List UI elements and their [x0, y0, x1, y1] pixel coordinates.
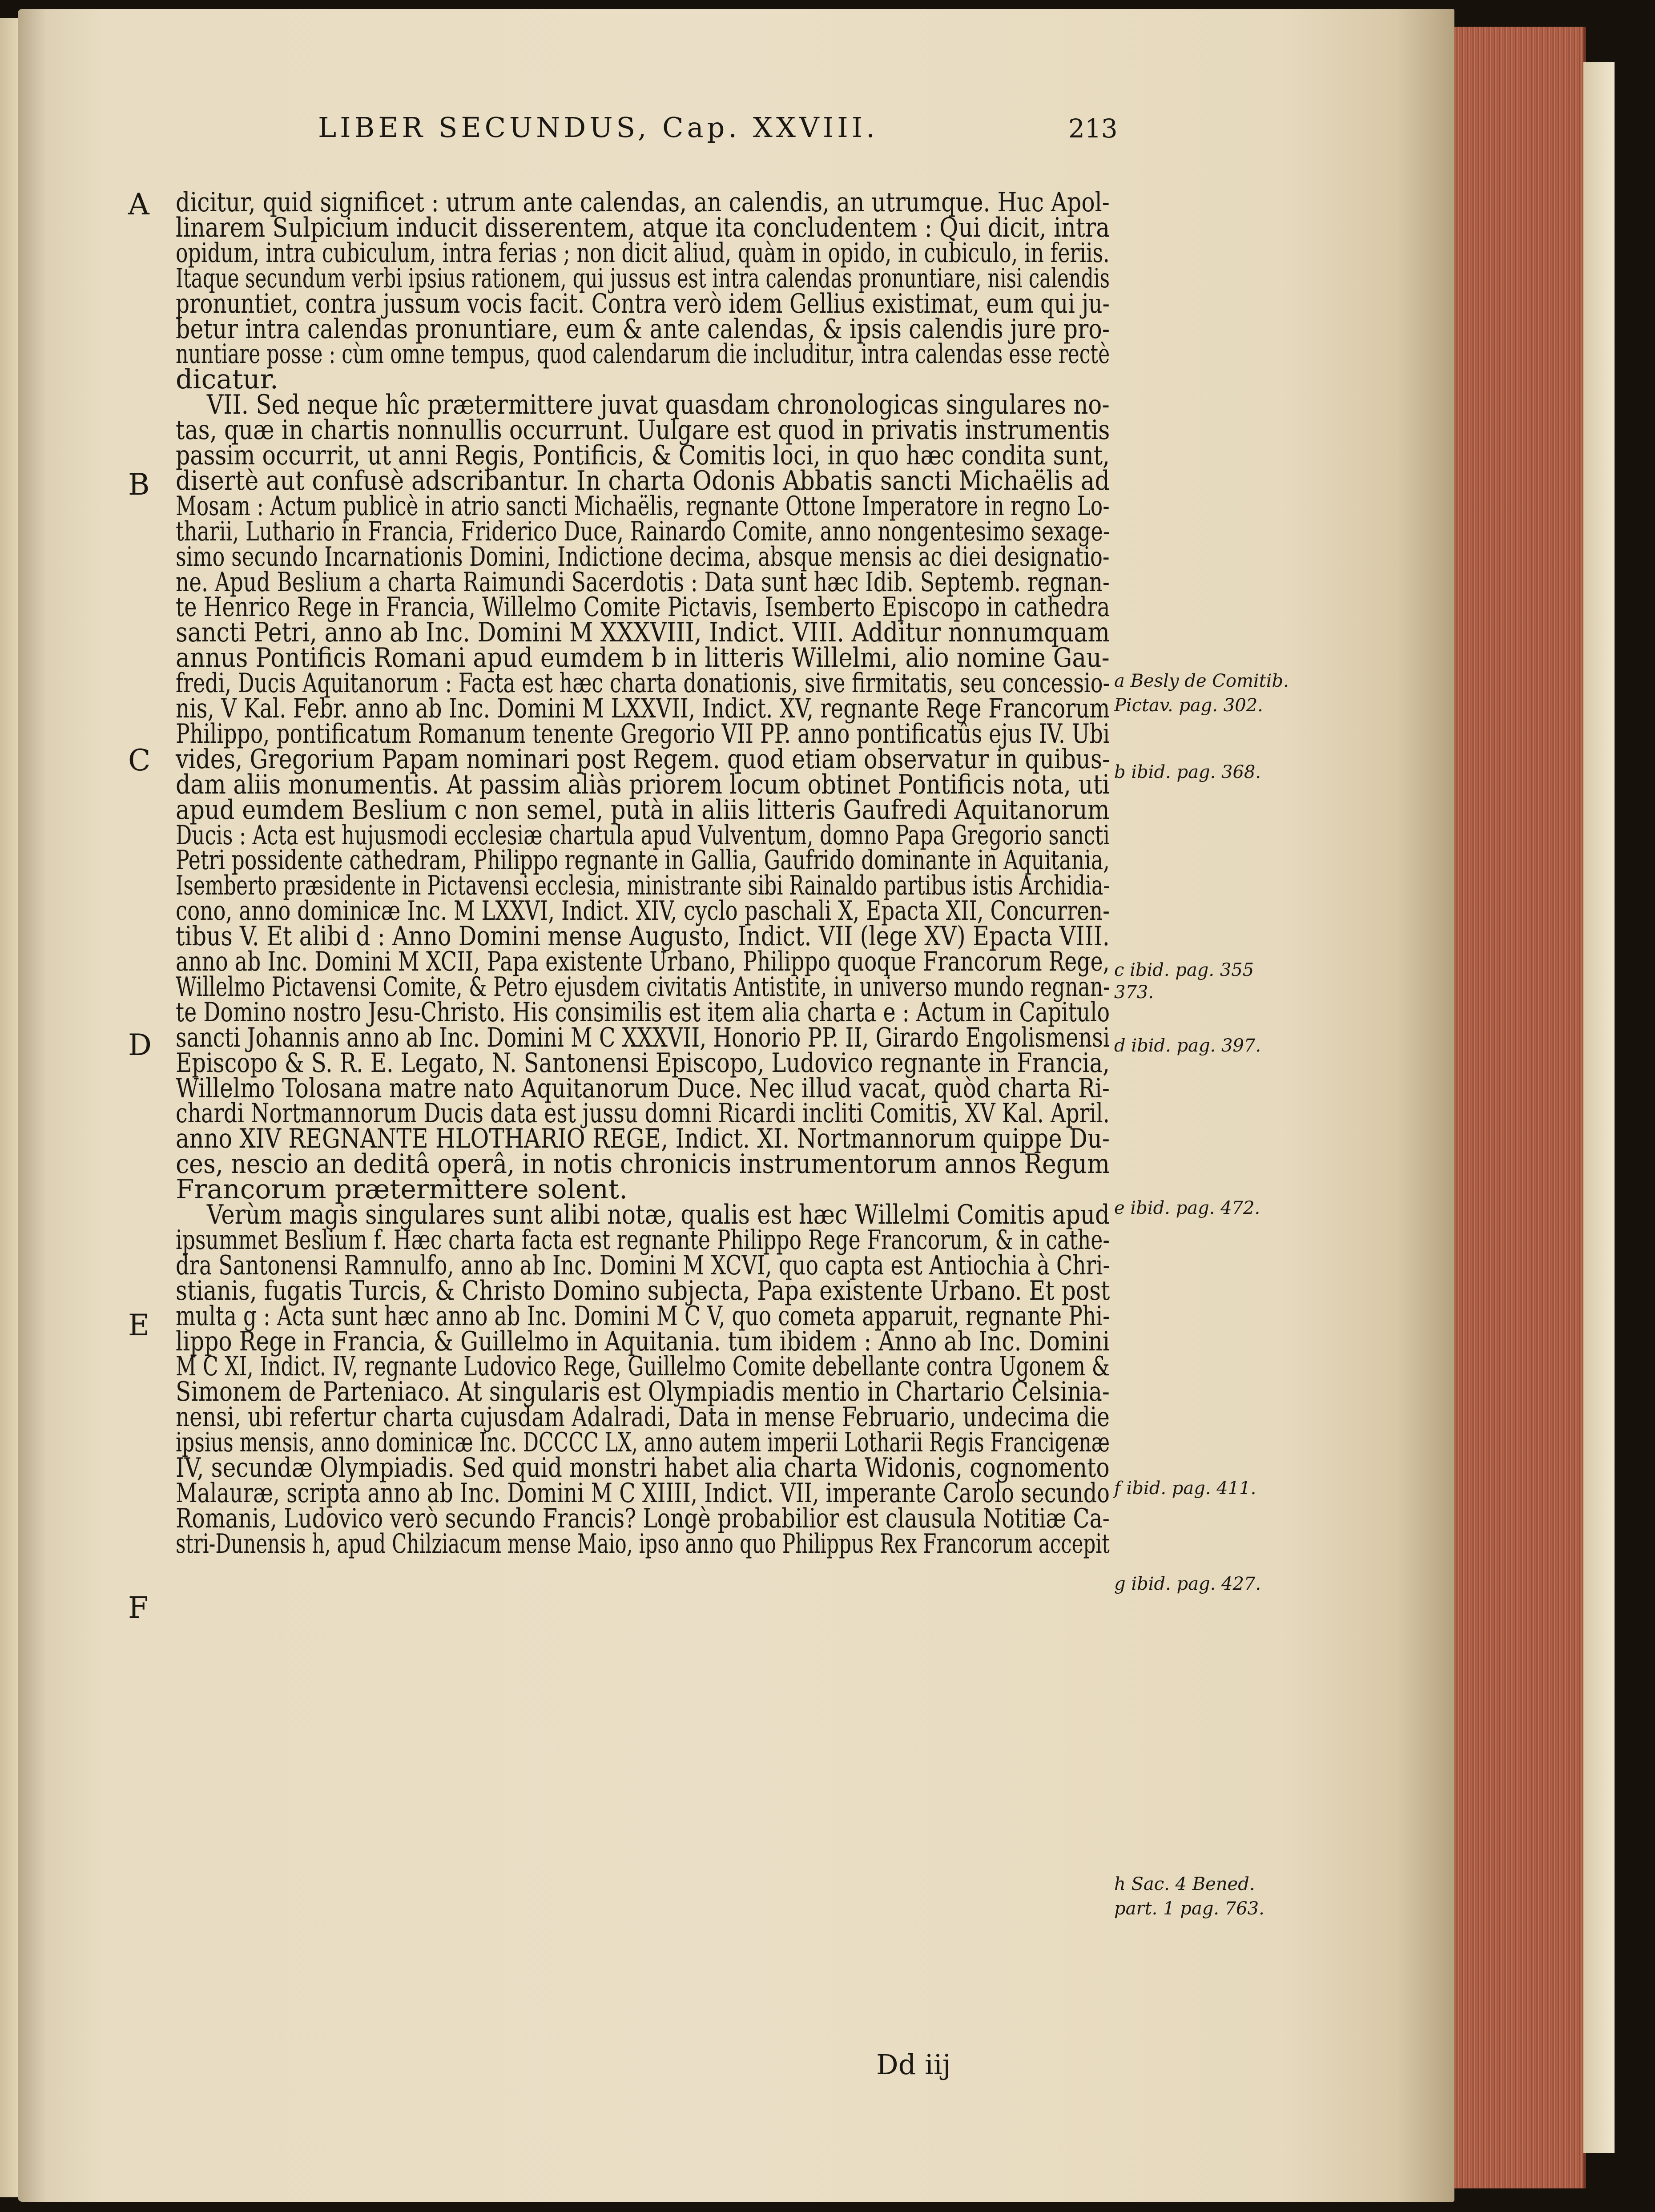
text-line: Willelmo Tolosana matre nato Aquitanorum Duce. Nec illud vacat, quòd charta Ri-	[176, 1073, 1110, 1104]
text-line: Episcopo & S. R. E. Legato, N. Santonensi Episcopo, Ludovico regnante in Francia,	[176, 1048, 1110, 1079]
page-block-edges	[1454, 27, 1586, 2188]
margin-note: part. 1 pag. 763.	[1114, 1898, 1264, 1919]
text-line: tharii, Luthario in Francia, Friderico Duce, Rainardo Comite, anno nongentesimo sexage-	[176, 516, 1110, 547]
text-line: ipsius mensis, anno dominicæ Inc. DCCCC LX, anno autem imperii Lotharii Regis Francigenæ	[176, 1427, 1110, 1458]
section-letter: D	[128, 1028, 152, 1062]
text-line: vides, Gregorium Papam nominari post Regem. quod etiam observatur in quibus-	[176, 744, 1110, 775]
text-line: M C XI, Indict. IV, regnante Ludovico Rege, Guillelmo Comite debellante contra Ugonem &	[176, 1351, 1110, 1382]
text-line: nensi, ubi refertur charta cujusdam Adalradi, Data in mense Februario, undecima die	[176, 1402, 1110, 1433]
margin-note: 373.	[1114, 982, 1154, 1003]
margin-note: d ibid. pag. 397.	[1114, 1035, 1261, 1056]
margin-note: e ibid. pag. 472.	[1114, 1198, 1260, 1218]
text-line: stri-Dunensis h, apud Chilziacum mense Maio, ipso anno quo Philippus Rex Francorum accepit	[176, 1528, 1110, 1559]
text-line: fredi, Ducis Aquitanorum : Facta est hæc charta donationis, sive firmitatis, seu concessio-	[176, 668, 1110, 699]
text-line: te Domino nostro Jesu-Christo. His consimilis est item alia charta e : Actum in Capitulo	[176, 997, 1110, 1028]
text-line: tas, quæ in chartis nonnullis occurrunt. Uulgare est quod in privatis instrumentis	[176, 415, 1110, 446]
text-line: Romanis, Ludovico verò secundo Francis? Longè probabilior est clausula Notitiæ Ca-	[176, 1503, 1110, 1534]
section-letter: F	[128, 1591, 149, 1625]
text-line: ne. Apud Beslium a charta Raimundi Sacerdotis : Data sunt hæc Idib. Septemb. regnan-	[176, 567, 1110, 598]
text-line: Malauræ, scripta anno ab Inc. Domini M C XIIII, Indict. VII, imperante Carolo secundo	[176, 1478, 1110, 1509]
text-line: nuntiare posse : cùm omne tempus, quod calendarum die includitur, intra calendas esse rectè	[176, 338, 1110, 370]
text-line: VII. Sed neque hîc prætermittere juvat quasdam chronologicas singulares no-	[207, 389, 1110, 420]
margin-note: h Sac. 4 Bened.	[1114, 1874, 1255, 1894]
text-line: Mosam : Actum publicè in atrio sancti Michaëlis, regnante Ottone Imperatore in regno Lo-	[176, 491, 1110, 522]
text-line: ces, nescio an deditâ operâ, in notis chronicis instrumentorum annos Regum	[176, 1148, 1110, 1180]
signature-mark: Dd iij	[876, 2048, 951, 2081]
text-line: Itaque secundum verbi ipsius rationem, qui jussus est intra calendas pronuntiare, nisi calendis	[176, 263, 1110, 294]
text-line: multa g : Acta sunt hæc anno ab Inc. Domini M C V, quo cometa apparuit, regnante Phi-	[176, 1301, 1110, 1332]
section-letter: A	[128, 187, 149, 222]
section-letter: C	[128, 743, 151, 778]
text-line: chardi Nortmannorum Ducis data est jussu domni Ricardi incliti Comitis, XV Kal. April.	[176, 1098, 1110, 1129]
text-line: anno XIV REGNANTE HLOTHARIO REGE, Indict. XI. Nortmannorum quippe Du-	[176, 1123, 1110, 1154]
text-line: dicitur, quid significet : utrum ante calendas, an calendis, an utrumque. Huc Apol-	[176, 187, 1110, 218]
text-line: betur intra calendas pronuntiare, eum & ante calendas, & ipsis calendis jure pro-	[176, 314, 1110, 345]
section-letter: E	[128, 1308, 150, 1342]
text-line: anno ab Inc. Domini M XCII, Papa existente Urbano, Philippo quoque Francorum Rege,	[176, 946, 1110, 977]
text-line: linarem Sulpicium inducit disserentem, atque ita concludentem : Qui dicit, intra	[176, 212, 1110, 243]
text-line: simo secundo Incarnationis Domini, Indictione decima, absque mensis ac diei designatio-	[176, 541, 1110, 572]
text-line: opidum, intra cubiculum, intra ferias ; non dicit aliud, quàm in opido, in cubiculo, in feriis.	[176, 238, 1110, 269]
margin-note: g ibid. pag. 427.	[1114, 1574, 1261, 1594]
text-line: Petri possidente cathedram, Philippo regnante in Gallia, Gaufrido dominante in Aquitania,	[176, 845, 1110, 876]
text-line: Isemberto præsidente in Pictavensi ecclesia, ministrante sibi Rainaldo partibus istis Archidia-	[176, 870, 1110, 901]
text-line: Philippo, pontificatum Romanum tenente Gregorio VII PP. anno pontificatûs ejus IV. Ubi	[176, 718, 1110, 749]
text-line: Ducis : Acta est hujusmodi ecclesiæ chartula apud Vulventum, domno Papa Gregorio sancti	[176, 820, 1110, 851]
margin-note: Pictav. pag. 302.	[1114, 695, 1263, 716]
text-line: dicatur.	[176, 364, 278, 395]
text-line: tibus V. Et alibi d : Anno Domini mense Augusto, Indict. VII (lege XV) Epacta VIII.	[176, 921, 1110, 952]
text-line: Willelmo Pictavensi Comite, & Petro ejusdem civitatis Antistite, in universo mundo regnan-	[176, 971, 1110, 1003]
text-line: dra Santonensi Ramnulfo, anno ab Inc. Domini M XCVI, quo capta est Antiochia à Chri-	[176, 1250, 1110, 1281]
text-line: lippo Rege in Francia, & Guillelmo in Aquitania. tum ibidem : Anno ab Inc. Domini	[176, 1326, 1110, 1357]
margin-note: a Besly de Comitib.	[1114, 671, 1289, 691]
text-line: ipsummet Beslium f. Hæc charta facta est regnante Philippo Rege Francorum, & in cathe-	[176, 1225, 1110, 1256]
text-line: disertè aut confusè adscribantur. In charta Odonis Abbatis sancti Michaëlis ad	[176, 465, 1110, 496]
margin-note: c ibid. pag. 355	[1114, 960, 1254, 980]
text-line: apud eumdem Beslium c non semel, putà in aliis litteris Gaufredi Aquitanorum	[176, 794, 1110, 826]
book-fore-edge	[1583, 62, 1615, 2153]
text-line: cono, anno dominicæ Inc. M LXXVI, Indict. XIV, cyclo paschali X, Epacta XII, Concurren-	[176, 895, 1110, 927]
text-line: passim occurrit, ut anni Regis, Pontificis, & Comitis loci, in quo hæc condita sunt,	[176, 440, 1110, 471]
text-line: Simonem de Parteniaco. At singularis est Olympiadis mentio in Chartario Celsinia-	[176, 1376, 1110, 1407]
text-line: annus Pontificis Romani apud eumdem b in litteris Willelmi, alio nomine Gau-	[176, 642, 1110, 673]
text-line: te Henrico Rege in Francia, Willelmo Comite Pictavis, Isemberto Episcopo in cathedra	[176, 592, 1110, 623]
margin-note: f ibid. pag. 411.	[1114, 1478, 1256, 1499]
text-line: pronuntiet, contra jussum vocis facit. Contra verò idem Gellius existimat, eum qui ju-	[176, 288, 1110, 319]
text-line: nis, V Kal. Febr. anno ab Inc. Domini M LXXVII, Indict. XV, regnante Rege Francorum	[176, 693, 1110, 724]
text-line: Francorum prætermittere solent.	[176, 1174, 628, 1205]
page-number: 213	[1068, 113, 1118, 144]
margin-note: b ibid. pag. 368.	[1114, 762, 1261, 782]
text-line: sancti Johannis anno ab Inc. Domini M C XXXVII, Honorio PP. II, Girardo Engolismensi	[176, 1022, 1110, 1053]
running-head: LIBER SECUNDUS, Cap. XXVIII.	[318, 111, 878, 144]
text-line: dam aliis monumentis. At passim aliàs priorem locum obtinet Pontificis nota, uti	[176, 769, 1110, 800]
text-line: stianis, fugatis Turcis, & Christo Domino subjecta, Papa existente Urbano. Et post	[176, 1275, 1110, 1306]
section-letter: B	[128, 467, 150, 502]
text-line: sancti Petri, anno ab Inc. Domini M XXXVIII, Indict. VIII. Additur nonnumquam	[176, 617, 1110, 648]
text-line: IV, secundæ Olympiadis. Sed quid monstri habet alia charta Widonis, cognomento	[176, 1452, 1110, 1483]
text-line: Verùm magis singulares sunt alibi notæ, qualis est hæc Willelmi Comitis apud	[207, 1199, 1110, 1230]
